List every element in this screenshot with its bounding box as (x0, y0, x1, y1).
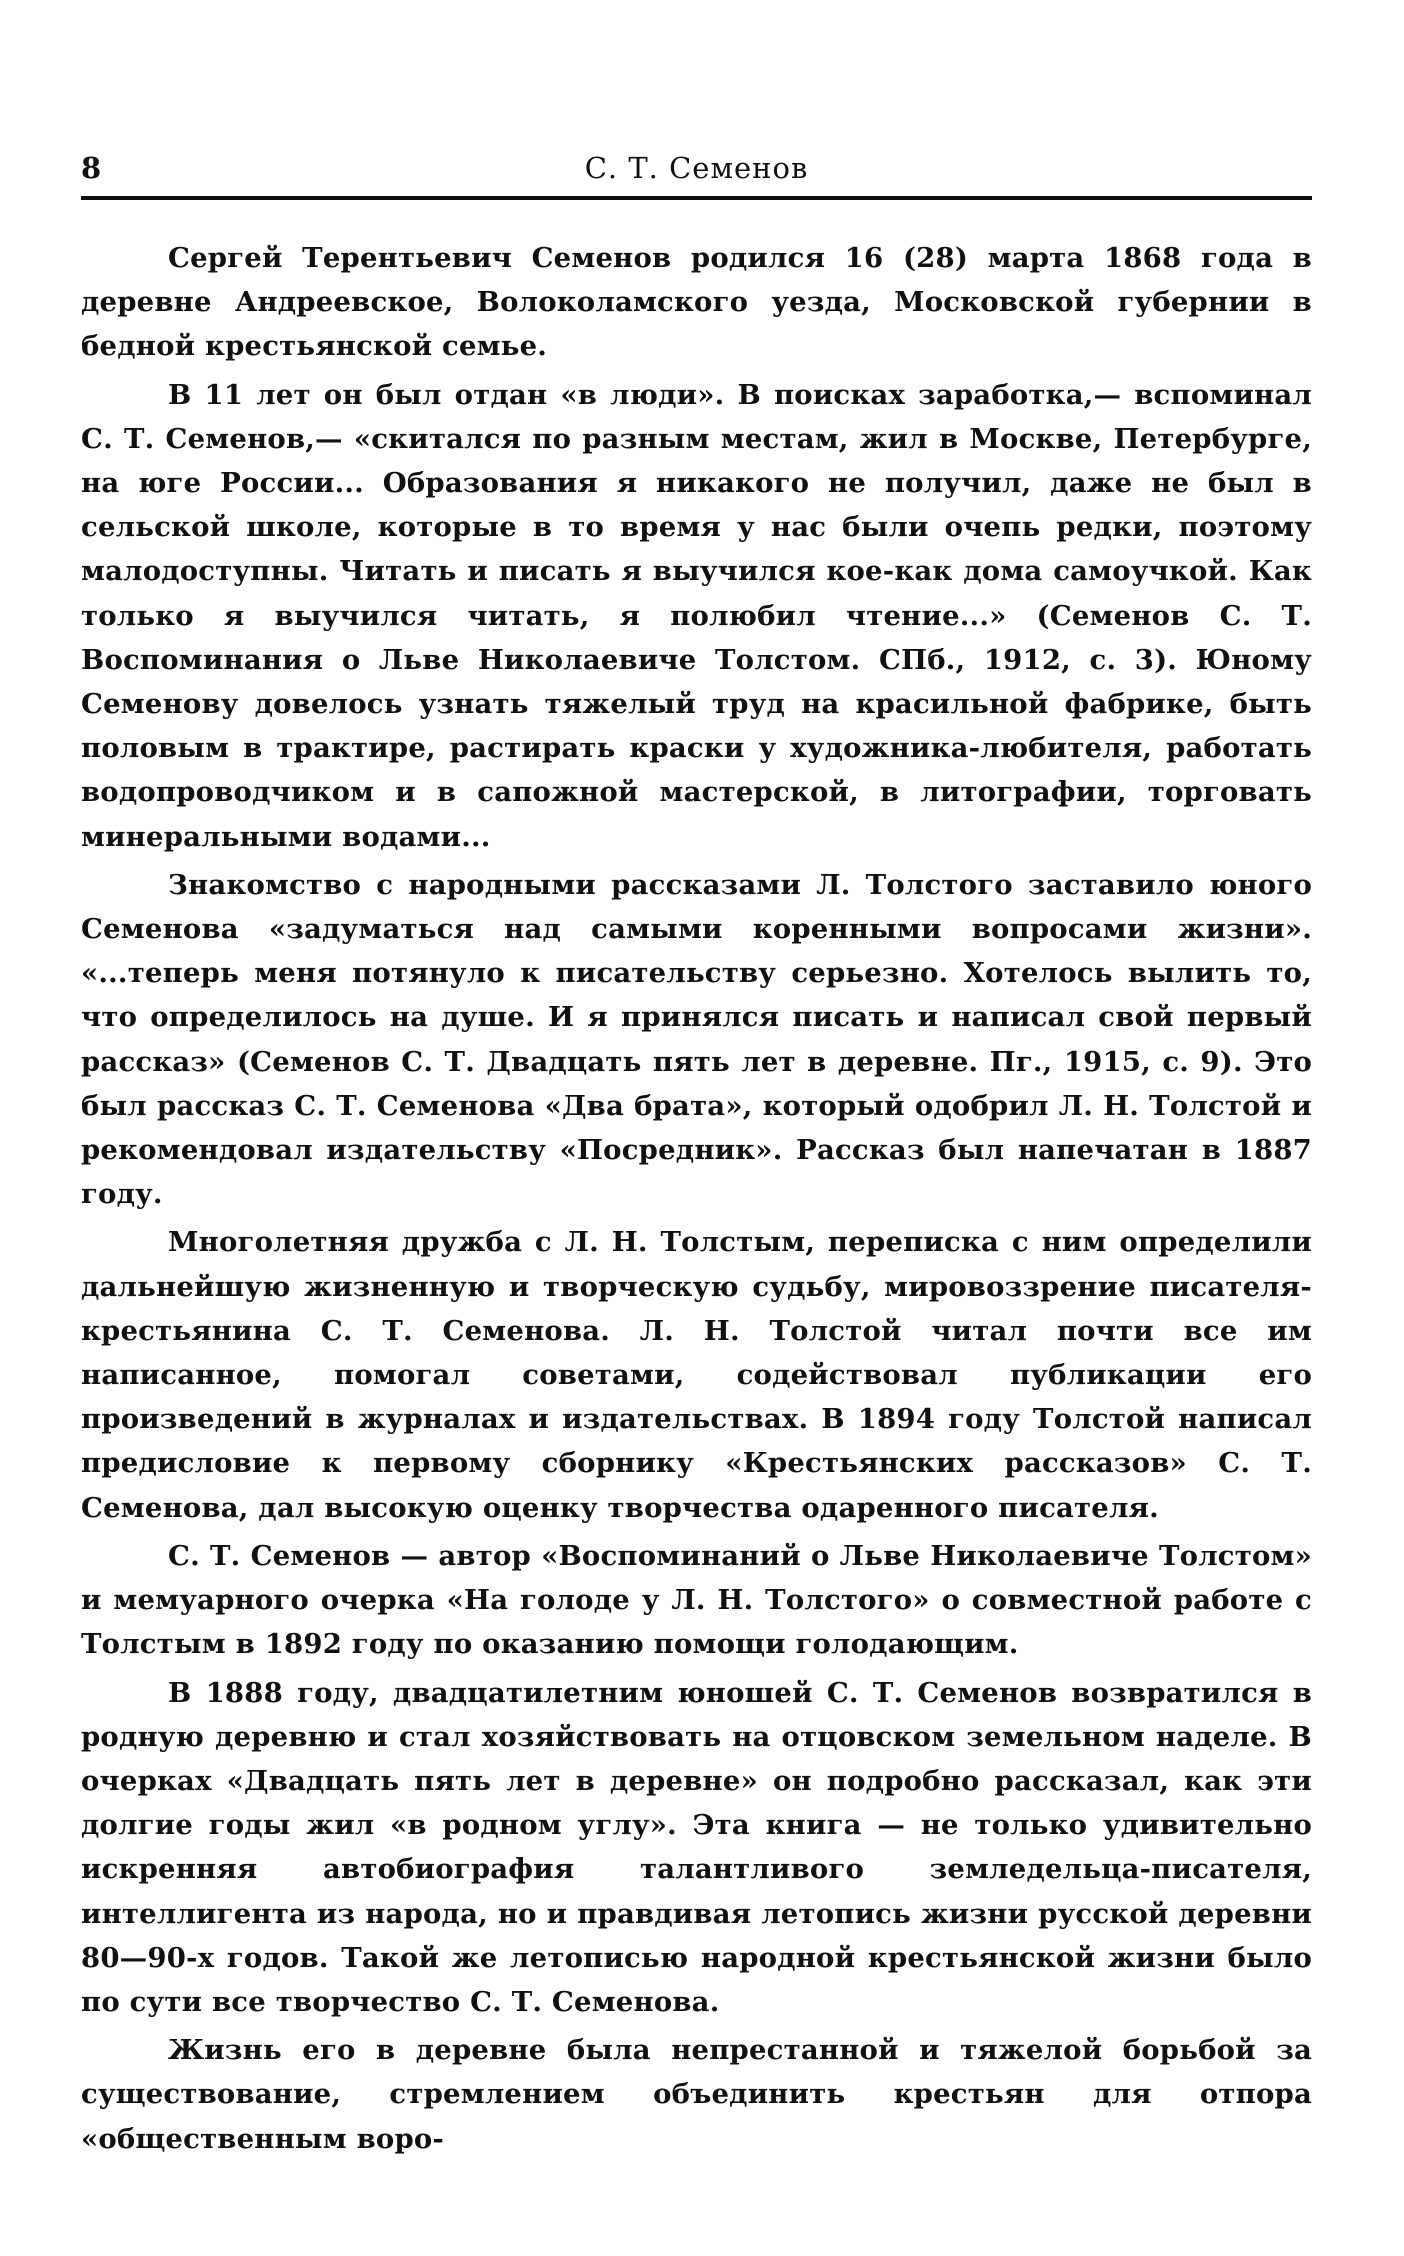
body-text (81, 236, 1312, 2161)
paragraph-memoirs: С. Т. Семенов — автор «Воспоминаний о Льве Николаевиче Толстом» и мемуарного очерка «На голоде у Л. Н. Толстого» о совместной работе с Толстым в 1892 году по оказанию помощи голодающим. (81, 1539, 1312, 1661)
page-number: 8 (81, 151, 102, 185)
paragraph-village-life: Жизнь его в деревне была непрестанной и тяжелой борьбой за существование, стремлением объединить крестьян для отпора «общественным воро- (81, 2034, 1312, 2155)
paragraph-birth: Сергей Терентьевич Семенов родился 16 (28) марта 1868 года в деревне Андреевское, Волоколамского уезда, Московской губернии в бедной крестьянской семье. (81, 242, 1312, 363)
paragraph-first-story: Знакомство с народными рассказами Л. Толстого заставило юного Семенова «задуматься над самыми коренными вопросами жизни». «...теперь меня потянуло к писательству серьезно. Хотелось вылить то, что определилось на душе. И я принялся писать и написал свой первый рассказ» (Семенов С. Т. Двадцать пять лет в деревне. Пг., 1915, с. 9). Это был рассказ С. Т. Семенова «Два брата», который одобрил Л. Н. Толстой и рекомендовал издательству «Посредник». Рассказ был напечатан в 1887 году. (81, 868, 1312, 1211)
paragraph-return-village: В 1888 году, двадцатилетним юношей С. Т. Семенов возвратился в родную деревню и стал хозяйствовать на отцовском земельном наделе. В очерках «Двадцать пять лет в деревне» он подробно рассказал, как эти долгие годы жил «в родном углу». Эта книга — не только удивительно искренняя автобиография талантливого земледельца-писателя, интеллигента из народа, но и правдивая летопись жизни русской деревни 80—90-х годов. Такой же летописью народной крестьянской жизни было по сути все творчество С. Т. Семенова. (81, 1676, 1312, 2018)
paragraph-youth: В 11 лет он был отдан «в люди». В поисках заработка,— вспоминал С. Т. Семенов,— «скитался по разным местам, жил в Москве, Петербурге, на юге России... Образования я никакого не получил, даже не был в сельской школе, которые в то время у нас были очепь редки, поэтому малодоступны. Читать и писать я выучился кое-как дома самоучкой. Как только я выучился читать, я полюбил чтение...» (Семенов С. Т. Воспоминания о Льве Николаевиче Толстом. СПб., 1912, с. 3). Юному Семенову довелось узнать тяжелый труд на красильной фабрике, быть половым в трактире, растирать краски у художника-любителя, работать водопроводчиком и в сапожной мастерской, в литографии, торговать минеральными водами... (81, 378, 1312, 853)
running-head: С. Т. Семенов (584, 151, 809, 185)
page-header (81, 148, 1312, 192)
header-rule (81, 196, 1312, 200)
paragraph-tolstoy-friendship: Многолетняя дружба с Л. Н. Толстым, переписка с ним определили дальнейшую жизненную и творческую судьбу, мировоззрение писателя-крестьянина С. Т. Семенова. Л. Н. Толстой читал почти все им написанное, помогал советами, содействовал публикации его произведений в журналах и издательствах. В 1894 году Толстой написал предисловие к первому сборнику «Крестьянских рассказов» С. Т. Семенова, дал высокую оценку творчества одаренного писателя. (81, 1226, 1312, 1524)
